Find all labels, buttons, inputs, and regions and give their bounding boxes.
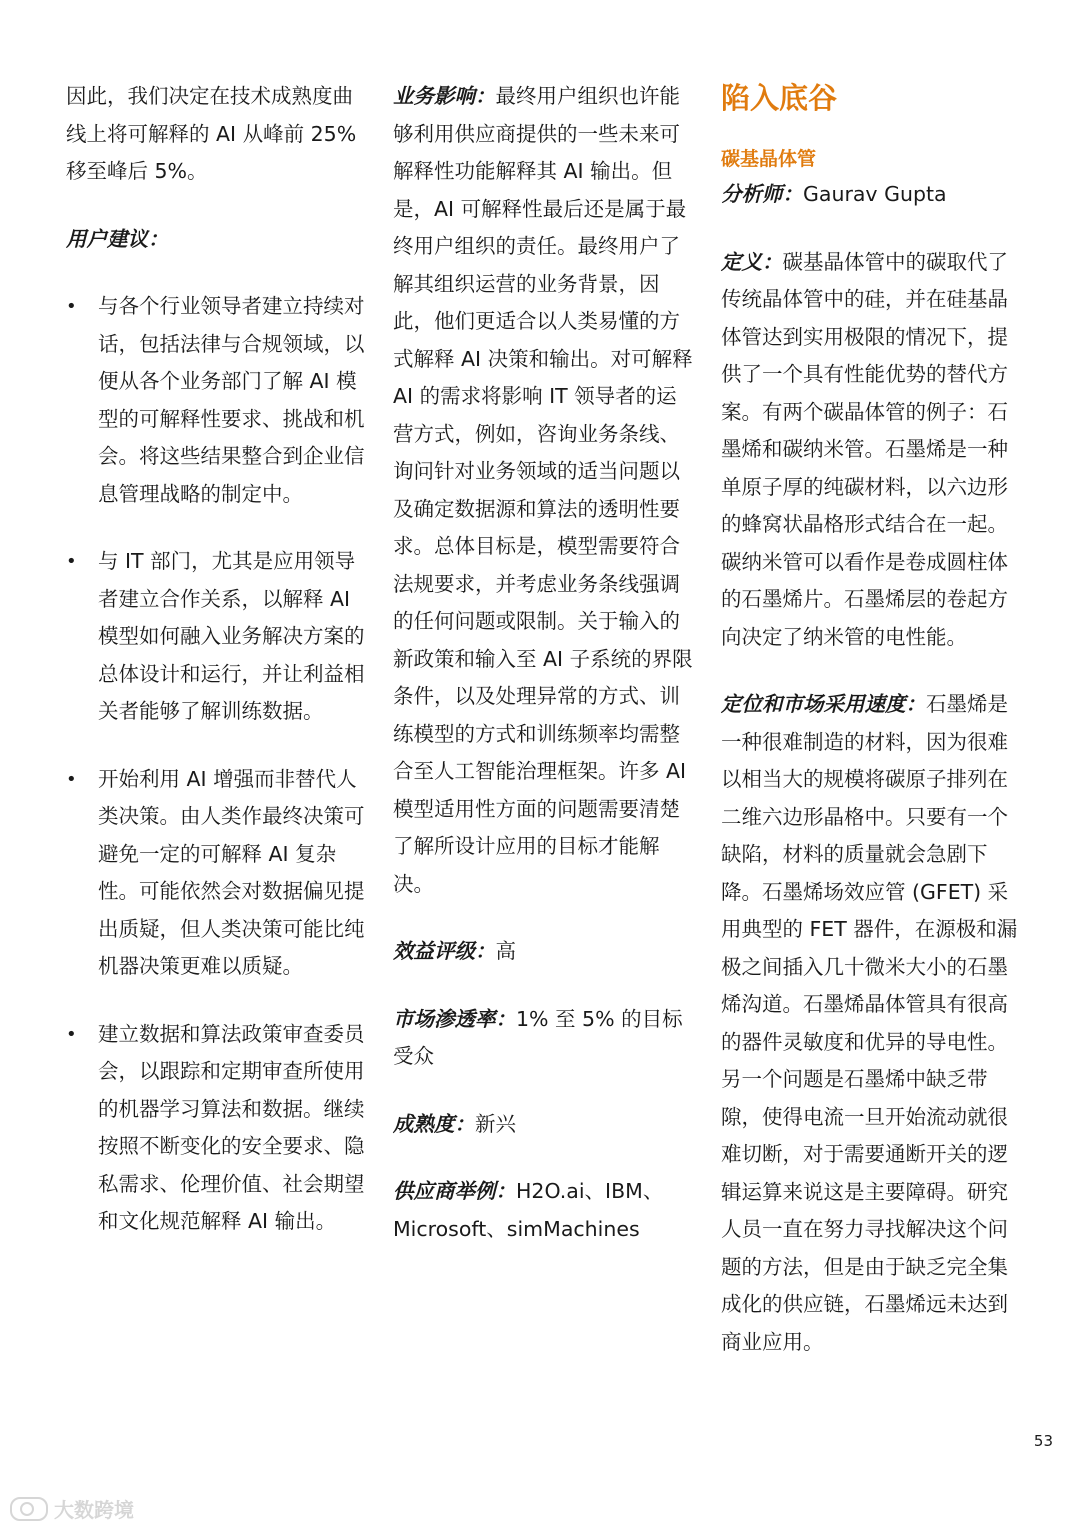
- column-left: [66, 78, 366, 1241]
- business-impact-paragraph: [393, 78, 693, 903]
- analyst-line: [721, 176, 1021, 214]
- list-item: • 开始利用 AI 增强而非替代人类决策。由人类作最终决策可避免一定的可解释 AI 复杂性。可能依然会对数据偏见提出质疑，但人类决策可能比纯机器决策更难以质疑。: [66, 761, 366, 986]
- penetration-label: 市场渗透率：: [393, 1006, 516, 1031]
- vendors-value: H2O.ai、IBM、Microsoft、simMachines: [393, 1179, 664, 1241]
- business-impact-label: 业务影响：: [393, 84, 496, 108]
- intro-paragraph: 因此，我们决定在技术成熟度曲线上将可解释的 AI 从峰前 25% 移至峰后 5%。: [66, 84, 357, 183]
- list-item: • 建立数据和算法政策审查委员会，以跟踪和定期审查所使用的机器学习算法和数据。继续按照不断变化的安全要求、隐私需求、伦理价值、社会期望和文化规范解释 AI 输出。: [66, 1016, 366, 1241]
- definition-text: 碳基晶体管中的碳取代了传统晶体管中的硅，并在硅基晶体管达到实用极限的情况下，提供了一个具有性能优势的替代方案。有两个碳晶体管的例子：石墨烯和碳纳米管。石墨烯是一种单原子厚的纯碳材料，以六边形的蜂窝状晶格形式结合在一起。碳纳米管可以看作是卷成圆柱体的石墨烯片。石墨烯层的卷起方向决定了纳米管的电性能。: [721, 249, 1008, 649]
- section-title: 陷入底谷: [721, 81, 838, 115]
- maturity: [393, 1106, 693, 1144]
- page-number: 53: [1033, 1432, 1053, 1450]
- column-middle: [393, 78, 693, 1248]
- list-item: • 与 IT 部门，尤其是应用领导者建立合作关系，以解释 AI 模型如何融入业务解决方案的总体设计和运行，并让利益相关者能够了解训练数据。: [66, 543, 366, 731]
- analyst-name: Gaurav Gupta: [803, 182, 947, 206]
- benefit-label: 效益评级：: [393, 939, 496, 963]
- benefit-value: 高: [495, 939, 516, 963]
- sample-vendors: [393, 1173, 693, 1248]
- position-label: 定位和市场采用速度：: [721, 692, 926, 716]
- watermark: [10, 1494, 134, 1523]
- business-impact-text: 最终用户组织也许能够利用供应商提供的一些未来可解释性功能解释其 AI 输出。但是，AI 可解释性最后还是属于最终用户组织的责任。最终用户了解其组织运营的业务背景，因此，他们更适合以人类易懂的方式解释 AI 决策和输出。对可解释 AI 的需求将影响 IT 领导者的运营方式，例如，咨询业务条线、询问针对业务领域的适当问题以及确定数据源和算法的透明性要求。总体目标是，模型需要符合法规要求，并考虑业务条线强调的任何问题或限制。关于输入的新政策和输入至 AI 子系统的界限条件，以及处理异常的方式、训练模型的方式和训练频率均需整合至人工智能治理框架。许多 AI 模型适用性方面的问题需要清楚了解所设计应用的目标才能解决。: [393, 84, 693, 896]
- definition-label: 定义：: [721, 249, 783, 274]
- advice-heading: 用户建议：: [66, 226, 169, 251]
- watermark-text: 大数跨境: [54, 1498, 134, 1522]
- definition-paragraph: [721, 244, 1021, 657]
- list-item: • 与各个行业领导者建立持续对话，包括法律与合规领域，以便从各个业务部门了解 AI 模型的可解释性要求、挑战和机会。将这些结果整合到企业信息管理战略的制定中。: [66, 288, 366, 513]
- vendors-label: 供应商举例：: [393, 1179, 516, 1203]
- column-right: [721, 78, 1021, 1361]
- technology-title: 碳基晶体管: [721, 148, 817, 170]
- advice-list: [66, 288, 366, 1241]
- benefit-rating: [393, 933, 693, 971]
- position-text: 石墨烯是一种很难制造的材料，因为很难以相当大的规模将碳原子排列在二维六边形晶格中。只要有一个缺陷，材料的质量就会急剧下降。石墨烯场效应管 (GFET) 采用典型的 FET 器件，在源极和漏极之间插入几十微米大小的石墨烯沟道。石墨烯晶体管具有很高的器件灵敏度和优异的导电性。另一个问题是石墨烯中缺乏带隙，使得电流一旦开始流动就很难切断，对于需要通断开关的逻辑运算来说这是主要障碍。研究人员一直在努力寻找解决这个问题的方法，但是由于缺乏完全集成化的供应链，石墨烯远未达到商业应用。: [721, 692, 1018, 1354]
- maturity-label: 成熟度：: [393, 1111, 475, 1136]
- analyst-label: 分析师：: [721, 182, 803, 206]
- maturity-value: 新兴: [475, 1111, 516, 1136]
- watermark-logo-icon: [10, 1497, 48, 1521]
- position-paragraph: [721, 686, 1021, 1361]
- market-penetration: [393, 1001, 693, 1076]
- penetration-value: 1% 至 5% 的目标受众: [393, 1006, 683, 1068]
